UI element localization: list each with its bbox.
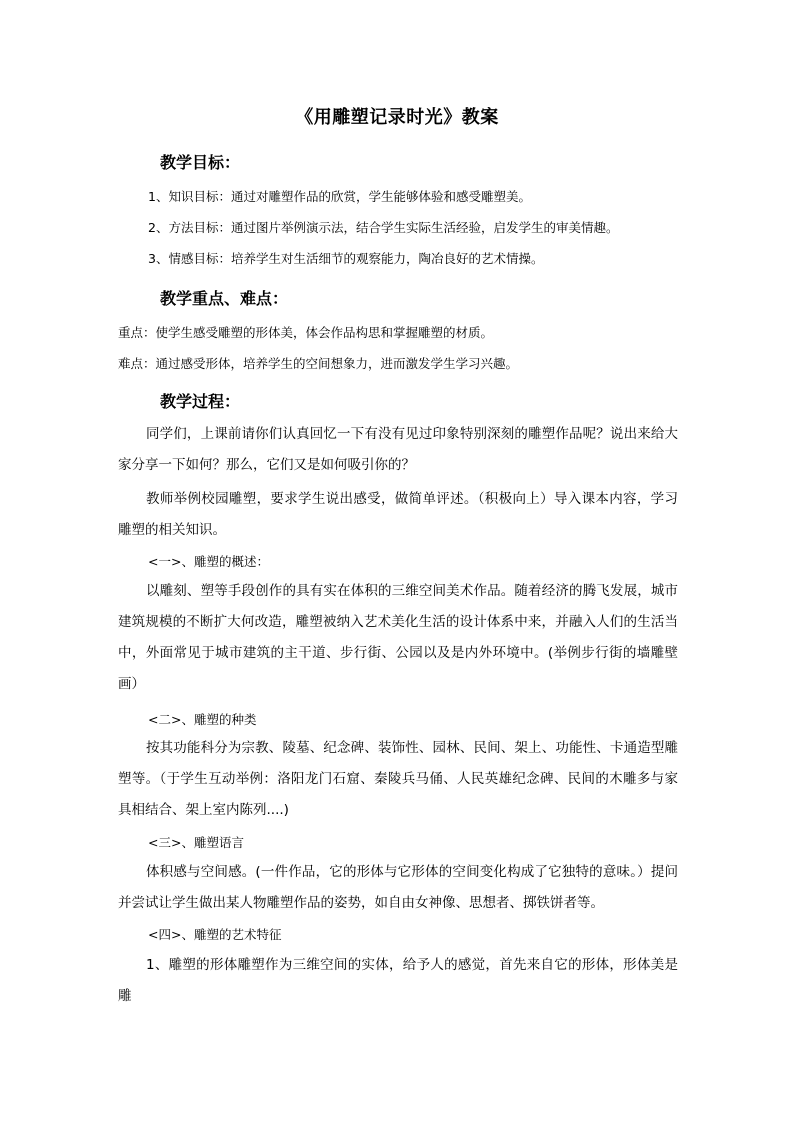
process-paragraph-2: 教师举例校园雕塑，要求学生说出感受，做简单评述。（积极向上）导入课本内容，学习雕塑的相关知识。 xyxy=(118,491,678,538)
section-1-heading: <一>、雕塑的概述： xyxy=(148,554,269,569)
page-title: 《用雕塑记录时光》教案 xyxy=(295,107,499,128)
keypoint-focus: 重点：使学生感受雕塑的形体美，体会作品构思和掌握雕塑的材质。 xyxy=(118,325,494,340)
section-2-heading: <二>、雕塑的种类 xyxy=(148,712,257,727)
keypoint-difficulty: 难点：通过感受形体，培养学生的空间想象力，进而激发学生学习兴趣。 xyxy=(118,356,519,371)
process-heading: 教学过程： xyxy=(160,392,241,411)
process-paragraph-4: 按其功能科分为宗教、陵墓、纪念碑、装饰性、园林、民间、架上、功能性、卡通造型雕塑等。（于学生互动举例：洛阳龙门石窟、秦陵兵马俑、人民英雄纪念碑、民间的木雕多与家具相结合、架上室内陈列....) xyxy=(118,740,678,818)
process-paragraph-5: 体积感与空间感。(一件作品，它的形体与它形体的空间变化构成了它独特的意味。）提问并尝试让学生做出某人物雕塑作品的姿势，如自由女神像、思想者、掷铁饼者等。 xyxy=(118,864,678,911)
process-paragraph-6: 1、雕塑的形体雕塑作为三维空间的实体，给予人的感觉，首先来自它的形体，形体美是雕 xyxy=(118,957,678,1004)
process-paragraph-3: 以雕刻、塑等手段创作的具有实在体积的三维空间美术作品。随着经济的腾飞发展，城市建筑规模的不断扩大何改造，雕塑被纳入艺术美化生活的设计体系中来，并融入人们的生活当中，外面常见于城市建筑的主干道、步行街、公园以及是内外环境中。(举例步行街的墙雕壁画） xyxy=(118,583,678,692)
section-4-heading: <四>、雕塑的艺术特征 xyxy=(148,927,282,942)
objective-3: 3、情感目标：培养学生对生活细节的观察能力，陶冶良好的艺术情操。 xyxy=(148,251,544,266)
objective-2: 2、方法目标：通过图片举例演示法，结合学生实际生活经验，启发学生的审美情趣。 xyxy=(148,220,619,235)
keypoints-heading: 教学重点、难点： xyxy=(160,289,289,308)
objective-1: 1、知识目标：通过对雕塑作品的欣赏，学生能够体验和感受雕塑美。 xyxy=(148,189,531,204)
objectives-heading: 教学目标： xyxy=(160,153,241,172)
section-3-heading: <三>、雕塑语言 xyxy=(148,835,244,850)
process-paragraph-1: 同学们，上课前请你们认真回忆一下有没有见过印象特别深刻的雕塑作品呢？说出来给大家分享一下如何？那么，它们又是如何吸引你的？ xyxy=(118,426,678,473)
